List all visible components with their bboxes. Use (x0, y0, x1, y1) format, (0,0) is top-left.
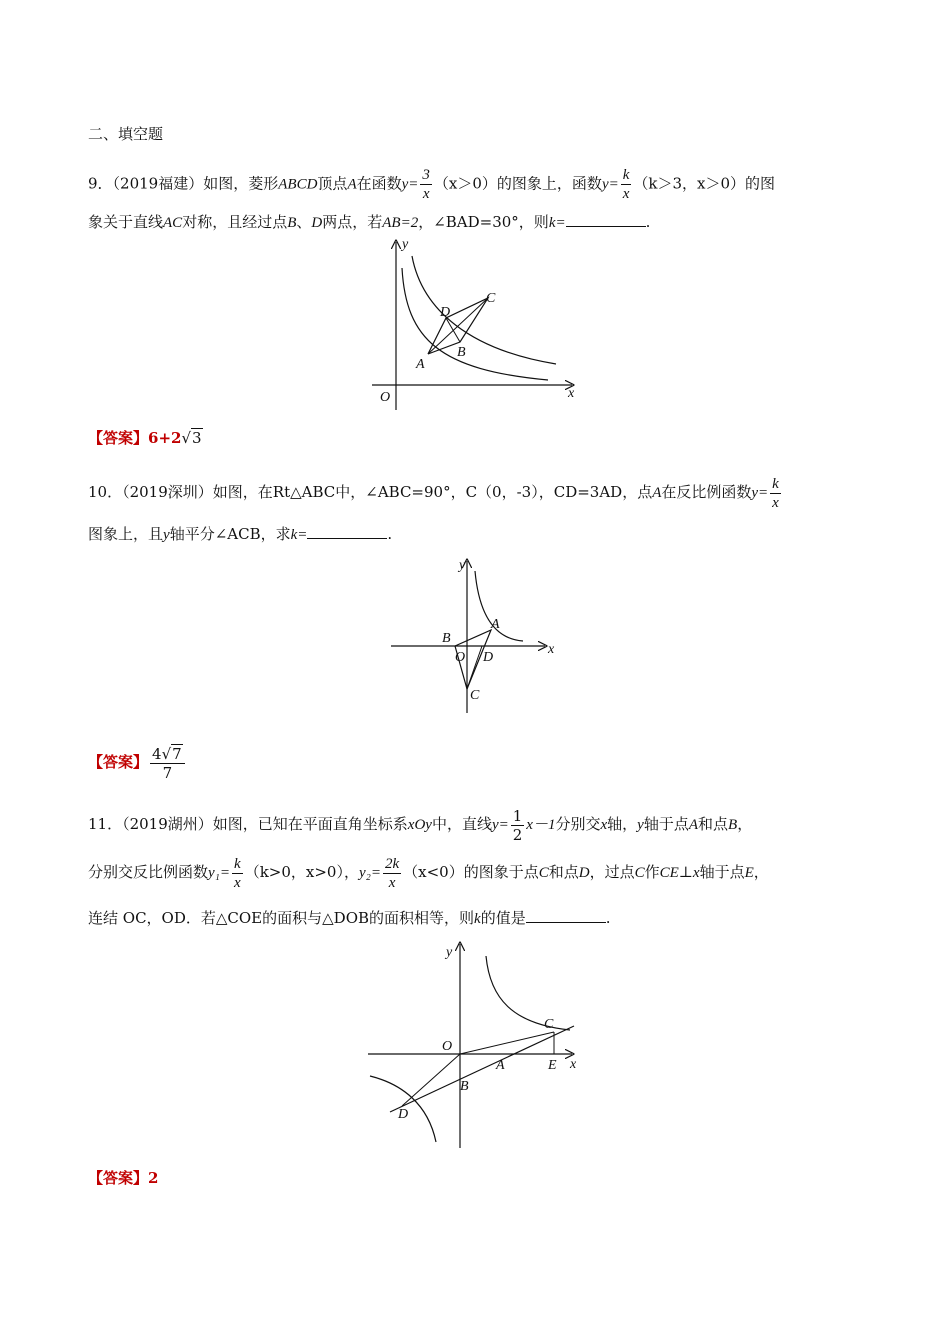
q10-figure (385, 555, 565, 715)
q11-figure (362, 938, 587, 1150)
q10-answer: 【答案】 $\frac{4√7}{7}$ (88, 742, 187, 782)
q9-fraction-k-over-x: $\frac{k}{x}$ (622, 167, 630, 202)
q9-label-c: C (486, 291, 496, 306)
q10-answer-blank (307, 524, 387, 539)
q9-answer-sqrt: √3 (181, 429, 202, 447)
q11-answer: 【答案】2 (88, 1169, 159, 1187)
q10-label-d: D (483, 650, 494, 665)
q11-fraction-2k-over-x: $\frac{2k}{x}$ (384, 855, 400, 891)
q9-label-a: A (416, 357, 425, 372)
q11-label-d: D (398, 1107, 409, 1122)
q10-segment-cd (467, 646, 482, 689)
q11-line3: 连结 OC，OD．若△COE的面积与△DOB的面积相等，则k的值是 . (88, 909, 611, 927)
q9-label-y: y (402, 237, 409, 252)
q9-label-o: O (380, 390, 391, 405)
q11-line1: 11．（2019湖州）如图，已知在平面直角坐标系xOy中，直线y= $\frac{1}{2}$ x－1分别交x轴，y轴于点A和点B， (88, 806, 753, 844)
q9-line2: 象关于直线AC对称，且经过点B、D两点，若AB=2，∠BAD=30°，则k= . (88, 213, 651, 231)
q10-label-b: B (442, 631, 451, 646)
q9-diagonal-bd (446, 318, 460, 342)
q9-curve-k-over-x (412, 256, 556, 364)
q9-source: （2019福建） (112, 174, 204, 193)
q9-label-d: D (440, 305, 451, 320)
q11-label-e: E (548, 1058, 557, 1073)
q10-label-c: C (470, 688, 480, 703)
q9-line1: 9．（2019福建）如图，菱形ABCD顶点A在函数y= $\frac{3}{x}$ （x＞0）的图象上，函数y= $\frac{k}{x}$ （k＞3，x＞0）的图 (88, 167, 776, 202)
q9-label-x: x (568, 386, 575, 401)
q11-label-o: O (442, 1039, 453, 1054)
q10-label-y: y (459, 558, 466, 573)
q11-curve-y1 (486, 956, 570, 1030)
q11-line-ab (390, 1026, 574, 1112)
q11-label-x: x (570, 1057, 577, 1072)
section-title: 二、填空题 (88, 125, 164, 143)
q11-label-c: C (544, 1017, 554, 1032)
q10-answer-fraction: $\frac{4√7}{7}$ (150, 745, 185, 782)
q11-segment-oc (460, 1032, 554, 1054)
q11-label-a: A (496, 1058, 505, 1073)
q10-label-x: x (548, 642, 555, 657)
q11-line2: 分别交反比例函数y₁= $\frac{k}{x}$ （k>0，x>0），y₂= $\frac{2k}{x}$ （x<0）的图象于点C和点D，过点C作CE⊥x轴于点E， (88, 855, 769, 891)
q11-answer-blank (526, 908, 606, 923)
q9-number: 9． (88, 174, 113, 193)
q9-label-b: B (457, 345, 466, 360)
q11-fraction-1-over-2: $\frac{1}{2}$ (512, 806, 523, 844)
q11-label-y: y (446, 945, 453, 960)
q11-segment-od (402, 1054, 460, 1106)
q9-answer-blank (566, 212, 646, 227)
q10-label-a: A (491, 617, 500, 632)
q9-figure (360, 230, 590, 415)
q10-line2: 图象上，且y轴平分∠ACB，求k= . (88, 525, 393, 543)
q10-line1: 10．（2019深圳）如图，在Rt△ABC中，∠ABC=90°，C（0，-3），CD=3AD，点A在反比例函数y= $\frac{k}{x}$ (88, 475, 779, 511)
q10-label-o: O (455, 650, 466, 665)
q11-fraction-k-over-x: $\frac{k}{x}$ (234, 855, 241, 891)
q11-label-b: B (460, 1079, 469, 1094)
q9-answer: 【答案】6+2√3 (88, 429, 202, 447)
q9-fraction-3-over-x: $\frac{3}{x}$ (422, 167, 430, 202)
q10-fraction-k-over-x: $\frac{k}{x}$ (772, 475, 779, 511)
